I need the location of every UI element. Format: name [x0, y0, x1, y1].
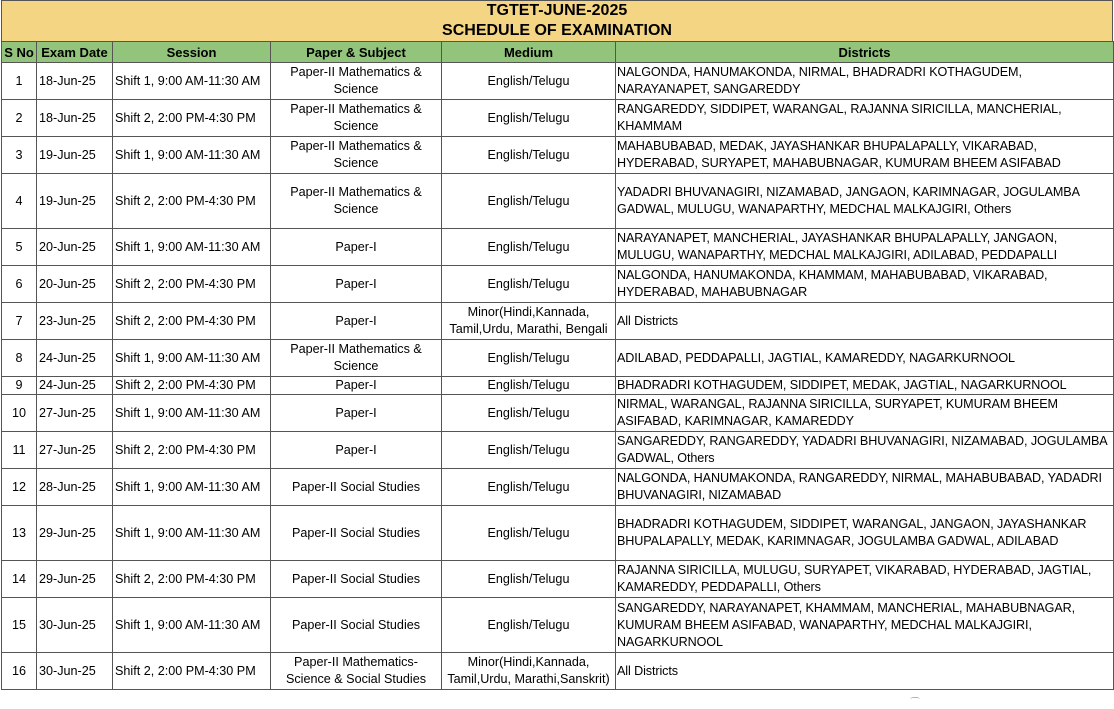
cell-medium: Minor(Hindi,Kannada, Tamil,Urdu, Marathi,Sanskrit) — [442, 653, 616, 690]
table-row — [2, 63, 1114, 100]
cell-paper-subject: Paper-II Social Studies — [271, 469, 442, 506]
cell-session: Shift 2, 2:00 PM-4:30 PM — [113, 377, 271, 395]
cell-exam-date: 23-Jun-25 — [37, 303, 113, 340]
table-row — [2, 229, 1114, 266]
cell-districts: BHADRADRI KOTHAGUDEM, SIDDIPET, MEDAK, JAGTIAL, NAGARKURNOOL — [616, 377, 1114, 395]
cell-paper-subject: Paper-I — [271, 266, 442, 303]
header-row — [2, 42, 1114, 63]
cell-districts: NALGONDA, HANUMAKONDA, KHAMMAM, MAHABUBABAD, VIKARABAD, HYDERABAD, MAHABUBNAGAR — [616, 266, 1114, 303]
table-row — [2, 432, 1114, 469]
cell-paper-subject: Paper-I — [271, 432, 442, 469]
cell-session: Shift 1, 9:00 AM-11:30 AM — [113, 395, 271, 432]
cell-sno: 13 — [2, 506, 37, 561]
col-header-medium: Medium — [442, 42, 616, 63]
cell-exam-date: 20-Jun-25 — [37, 266, 113, 303]
exam-title: TGTET-JUNE-2025 — [486, 2, 628, 19]
cell-medium: English/Telugu — [442, 395, 616, 432]
cell-session: Shift 2, 2:00 PM-4:30 PM — [113, 100, 271, 137]
cell-session: Shift 2, 2:00 PM-4:30 PM — [113, 303, 271, 340]
cell-medium: English/Telugu — [442, 469, 616, 506]
cell-medium: English/Telugu — [442, 377, 616, 395]
table-row — [2, 469, 1114, 506]
cell-sno: 9 — [2, 377, 37, 395]
cell-exam-date: 18-Jun-25 — [37, 100, 113, 137]
cell-medium: English/Telugu — [442, 100, 616, 137]
cell-paper-subject: Paper-II Social Studies — [271, 598, 442, 653]
cell-exam-date: 29-Jun-25 — [37, 506, 113, 561]
cell-paper-subject: Paper-II Mathematics-Science & Social Studies — [271, 653, 442, 690]
cell-exam-date: 18-Jun-25 — [37, 63, 113, 100]
cell-paper-subject: Paper-I — [271, 229, 442, 266]
cell-medium: English/Telugu — [442, 432, 616, 469]
cell-medium: Minor(Hindi,Kannada, Tamil,Urdu, Marathi, Bengali — [442, 303, 616, 340]
cell-sno: 15 — [2, 598, 37, 653]
cell-exam-date: 19-Jun-25 — [37, 174, 113, 229]
table-row — [2, 303, 1114, 340]
col-header-exam-date: Exam Date — [37, 42, 113, 63]
cell-sno: 6 — [2, 266, 37, 303]
cell-session: Shift 1, 9:00 AM-11:30 AM — [113, 469, 271, 506]
table-row — [2, 174, 1114, 229]
cell-paper-subject: Paper-II Social Studies — [271, 561, 442, 598]
cell-districts: All Districts — [616, 303, 1114, 340]
cell-sno: 8 — [2, 340, 37, 377]
cell-districts: YADADRI BHUVANAGIRI, NIZAMABAD, JANGAON, KARIMNAGAR, JOGULAMBA GADWAL, MULUGU, WANAPARTHY, MEDCHAL MALKAJGIRI, Others — [616, 174, 1114, 229]
cell-session: Shift 2, 2:00 PM-4:30 PM — [113, 653, 271, 690]
cell-paper-subject: Paper-II Mathematics & Science — [271, 174, 442, 229]
cell-session: Shift 1, 9:00 AM-11:30 AM — [113, 340, 271, 377]
stray-mark: ⌒ — [910, 698, 920, 709]
cell-districts: RANGAREDDY, SIDDIPET, WARANGAL, RAJANNA SIRICILLA, MANCHERIAL, KHAMMAM — [616, 100, 1114, 137]
cell-exam-date: 28-Jun-25 — [37, 469, 113, 506]
cell-exam-date: 27-Jun-25 — [37, 432, 113, 469]
cell-session: Shift 2, 2:00 PM-4:30 PM — [113, 174, 271, 229]
cell-sno: 2 — [2, 100, 37, 137]
cell-districts: NALGONDA, HANUMAKONDA, RANGAREDDY, NIRMAL, MAHABUBABAD, YADADRI BHUVANAGIRI, NIZAMABAD — [616, 469, 1114, 506]
cell-medium: English/Telugu — [442, 229, 616, 266]
cell-paper-subject: Paper-II Mathematics & Science — [271, 63, 442, 100]
col-header-paper-subject: Paper & Subject — [271, 42, 442, 63]
cell-paper-subject: Paper-II Mathematics & Science — [271, 137, 442, 174]
cell-medium: English/Telugu — [442, 137, 616, 174]
cell-districts: BHADRADRI KOTHAGUDEM, SIDDIPET, WARANGAL, JANGAON, JAYASHANKAR BHUPALAPALLY, MEDAK, KARIMNAGAR, JOGULAMBA GADWAL, ADILABAD — [616, 506, 1114, 561]
cell-districts: NIRMAL, WARANGAL, RAJANNA SIRICILLA, SURYAPET, KUMURAM BHEEM ASIFABAD, KARIMNAGAR, KAMAREDDY — [616, 395, 1114, 432]
col-header-sno: S No — [2, 42, 37, 63]
cell-medium: English/Telugu — [442, 174, 616, 229]
cell-exam-date: 19-Jun-25 — [37, 137, 113, 174]
cell-exam-date: 24-Jun-25 — [37, 377, 113, 395]
cell-paper-subject: Paper-I — [271, 303, 442, 340]
cell-sno: 11 — [2, 432, 37, 469]
cell-sno: 1 — [2, 63, 37, 100]
cell-sno: 3 — [2, 137, 37, 174]
cell-exam-date: 29-Jun-25 — [37, 561, 113, 598]
cell-sno: 12 — [2, 469, 37, 506]
title-block — [1, 0, 1113, 41]
col-header-session: Session — [113, 42, 271, 63]
table-row — [2, 266, 1114, 303]
cell-sno: 5 — [2, 229, 37, 266]
table-row — [2, 377, 1114, 395]
cell-medium: English/Telugu — [442, 561, 616, 598]
cell-session: Shift 1, 9:00 AM-11:30 AM — [113, 598, 271, 653]
cell-medium: English/Telugu — [442, 598, 616, 653]
cell-exam-date: 30-Jun-25 — [37, 598, 113, 653]
cell-sno: 16 — [2, 653, 37, 690]
cell-paper-subject: Paper-I — [271, 377, 442, 395]
cell-session: Shift 2, 2:00 PM-4:30 PM — [113, 561, 271, 598]
cell-session: Shift 1, 9:00 AM-11:30 AM — [113, 137, 271, 174]
table-row — [2, 561, 1114, 598]
cell-districts: NALGONDA, HANUMAKONDA, NIRMAL, BHADRADRI KOTHAGUDEM, NARAYANAPET, SANGAREDDY — [616, 63, 1114, 100]
table-row — [2, 100, 1114, 137]
cell-sno: 14 — [2, 561, 37, 598]
cell-paper-subject: Paper-II Social Studies — [271, 506, 442, 561]
cell-sno: 7 — [2, 303, 37, 340]
cell-sno: 10 — [2, 395, 37, 432]
cell-sno: 4 — [2, 174, 37, 229]
cell-session: Shift 1, 9:00 AM-11:30 AM — [113, 506, 271, 561]
cell-session: Shift 1, 9:00 AM-11:30 AM — [113, 63, 271, 100]
cell-exam-date: 20-Jun-25 — [37, 229, 113, 266]
table-row — [2, 340, 1114, 377]
cell-session: Shift 2, 2:00 PM-4:30 PM — [113, 432, 271, 469]
cell-medium: English/Telugu — [442, 266, 616, 303]
table-row — [2, 506, 1114, 561]
schedule-table — [1, 41, 1114, 690]
col-header-districts: Districts — [616, 42, 1114, 63]
cell-districts: MAHABUBABAD, MEDAK, JAYASHANKAR BHUPALAPALLY, VIKARABAD, HYDERABAD, SURYAPET, MAHABUBNAGAR, KUMURAM BHEEM ASIFABAD — [616, 137, 1114, 174]
table-row — [2, 653, 1114, 690]
cell-exam-date: 30-Jun-25 — [37, 653, 113, 690]
cell-exam-date: 27-Jun-25 — [37, 395, 113, 432]
cell-districts: RAJANNA SIRICILLA, MULUGU, SURYAPET, VIKARABAD, HYDERABAD, JAGTIAL, KAMAREDDY, PEDDAPALLI, Others — [616, 561, 1114, 598]
cell-paper-subject: Paper-II Mathematics & Science — [271, 340, 442, 377]
cell-paper-subject: Paper-II Mathematics & Science — [271, 100, 442, 137]
cell-medium: English/Telugu — [442, 63, 616, 100]
table-row — [2, 395, 1114, 432]
table-row — [2, 598, 1114, 653]
cell-medium: English/Telugu — [442, 506, 616, 561]
cell-districts: ADILABAD, PEDDAPALLI, JAGTIAL, KAMAREDDY, NAGARKURNOOL — [616, 340, 1114, 377]
schedule-subtitle: SCHEDULE OF EXAMINATION — [442, 22, 672, 39]
cell-session: Shift 1, 9:00 AM-11:30 AM — [113, 229, 271, 266]
table-row — [2, 137, 1114, 174]
cell-paper-subject: Paper-I — [271, 395, 442, 432]
cell-districts: SANGAREDDY, RANGAREDDY, YADADRI BHUVANAGIRI, NIZAMABAD, JOGULAMBA GADWAL, Others — [616, 432, 1114, 469]
cell-districts: All Districts — [616, 653, 1114, 690]
cell-districts: SANGAREDDY, NARAYANAPET, KHAMMAM, MANCHERIAL, MAHABUBNAGAR, KUMURAM BHEEM ASIFABAD, WANAPARTHY, MEDCHAL MALKAJGIRI, NAGARKURNOOL — [616, 598, 1114, 653]
cell-exam-date: 24-Jun-25 — [37, 340, 113, 377]
cell-medium: English/Telugu — [442, 340, 616, 377]
cell-session: Shift 2, 2:00 PM-4:30 PM — [113, 266, 271, 303]
cell-districts: NARAYANAPET, MANCHERIAL, JAYASHANKAR BHUPALAPALLY, JANGAON, MULUGU, WANAPARTHY, MEDCHAL MALKAJGIRI, ADILABAD, PEDDAPALLI — [616, 229, 1114, 266]
